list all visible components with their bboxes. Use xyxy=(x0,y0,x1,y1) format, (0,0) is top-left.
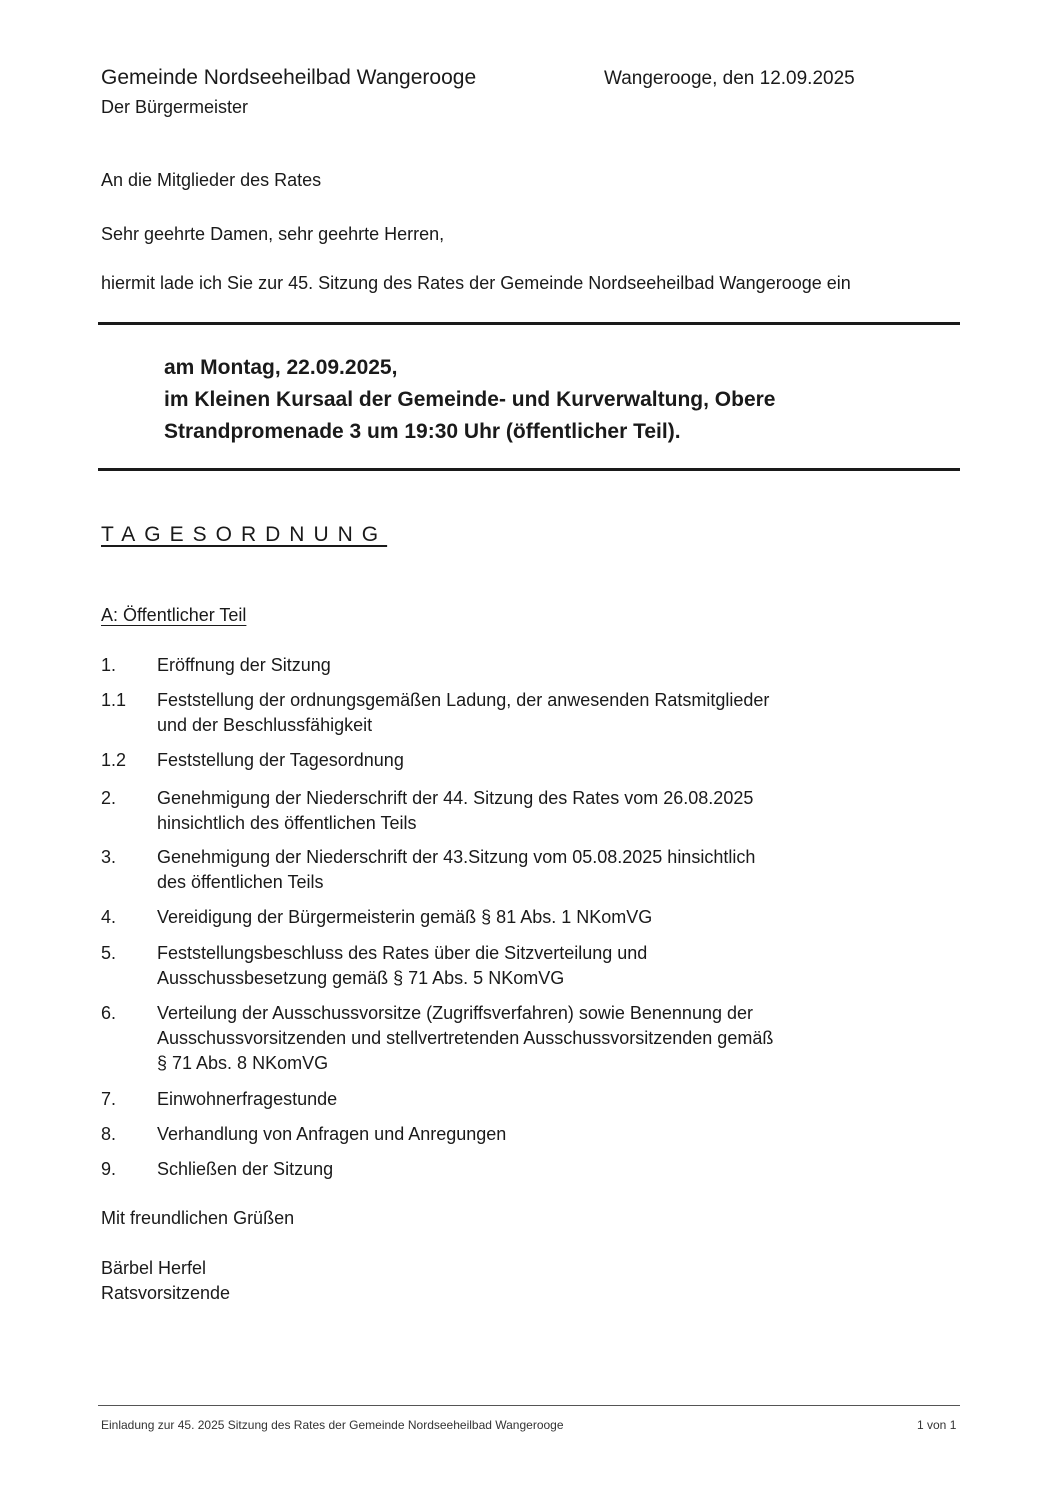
agenda-item-text xyxy=(157,748,817,773)
agenda-item-text xyxy=(157,845,817,895)
agenda-section-public: A: Öffentlicher Teil xyxy=(101,605,247,625)
place-date: Wangerooge, den 12.09.2025 xyxy=(604,68,855,89)
salutation: Sehr geehrte Damen, sehr geehrte Herren, xyxy=(101,224,445,244)
footer-page-number: 1 von 1 xyxy=(917,1418,957,1432)
agenda-item-text xyxy=(157,1001,817,1076)
agenda-item-text xyxy=(157,653,817,678)
agenda-item-line: Einwohnerfragestunde xyxy=(157,1089,338,1109)
meeting-box-bottom-rule xyxy=(98,468,960,471)
agenda-item-text xyxy=(157,688,817,738)
agenda-item-text xyxy=(157,1122,817,1147)
meeting-box-top-rule xyxy=(98,322,960,325)
agenda-item-line: Feststellung der ordnungsgemäßen Ladung, der anwesenden Ratsmitglieder xyxy=(157,690,770,710)
agenda-item-line: § 71 Abs. 8 NKomVG xyxy=(157,1053,329,1073)
organization-name: Gemeinde Nordseeheilbad Wangerooge xyxy=(101,66,477,89)
agenda-item-line: Genehmigung der Niederschrift der 44. Sitzung des Rates vom 26.08.2025 xyxy=(157,788,754,808)
agenda-item-line: Ausschussvorsitzenden und stellvertretenden Ausschussvorsitzenden gemäß xyxy=(157,1028,774,1048)
agenda-item-text xyxy=(157,941,817,991)
closing-greeting: Mit freundlichen Grüßen xyxy=(101,1208,295,1228)
agenda-item-line: Feststellung der Tagesordnung xyxy=(157,750,404,770)
signature-block xyxy=(101,1256,230,1306)
agenda-item-line: Ausschussbesetzung gemäß § 71 Abs. 5 NKomVG xyxy=(157,968,565,988)
agenda-item-line: Eröffnung der Sitzung xyxy=(157,655,331,675)
agenda-item-line: Schließen der Sitzung xyxy=(157,1159,334,1179)
agenda-item-number: 1. xyxy=(101,655,117,675)
agenda-item-number: 9. xyxy=(101,1159,117,1179)
agenda-item-number: 1.1 xyxy=(101,690,127,710)
agenda-item-number: 6. xyxy=(101,1003,117,1023)
agenda-item-number: 8. xyxy=(101,1124,117,1144)
office-name: Der Bürgermeister xyxy=(101,97,249,117)
meeting-details xyxy=(164,352,775,448)
agenda-item-line: und der Beschlussfähigkeit xyxy=(157,715,373,735)
agenda-item-line: hinsichtlich des öffentlichen Teils xyxy=(157,813,417,833)
agenda-item-line: des öffentlichen Teils xyxy=(157,872,324,892)
meeting-time-line: Strandpromenade 3 um 19:30 Uhr (öffentlicher Teil). xyxy=(164,420,681,443)
agenda-title: TAGESORDNUNG xyxy=(101,523,388,546)
agenda-item-line: Verhandlung von Anfragen und Anregungen xyxy=(157,1124,507,1144)
meeting-date-line: am Montag, 22.09.2025, xyxy=(164,356,398,379)
agenda-item-number: 2. xyxy=(101,788,117,808)
footer-document-title: Einladung zur 45. 2025 Sitzung des Rates der Gemeinde Nordseeheilbad Wangerooge xyxy=(101,1418,564,1432)
agenda-item-line: Feststellungsbeschluss des Rates über die Sitzverteilung und xyxy=(157,943,648,963)
signer-name: Bärbel Herfel xyxy=(101,1258,207,1278)
agenda-item-number: 1.2 xyxy=(101,750,127,770)
agenda-item-line: Vereidigung der Bürgermeisterin gemäß § 81 Abs. 1 NKomVG xyxy=(157,907,653,927)
signer-role: Ratsvorsitzende xyxy=(101,1283,231,1303)
meeting-location-line: im Kleinen Kursaal der Gemeinde- und Kurverwaltung, Obere xyxy=(164,388,776,411)
agenda-item-number: 4. xyxy=(101,907,117,927)
agenda-item-number: 7. xyxy=(101,1089,117,1109)
agenda-item-text xyxy=(157,1087,817,1112)
recipients-line: An die Mitglieder des Rates xyxy=(101,170,322,190)
invitation-intro: hiermit lade ich Sie zur 45. Sitzung des Rates der Gemeinde Nordseeheilbad Wangerooge ein xyxy=(101,273,851,293)
agenda-item-text xyxy=(157,786,817,836)
agenda-item-text xyxy=(157,905,817,930)
agenda-item-text xyxy=(157,1157,817,1182)
agenda-item-line: Genehmigung der Niederschrift der 43.Sitzung vom 05.08.2025 hinsichtlich xyxy=(157,847,756,867)
agenda-item-number: 3. xyxy=(101,847,117,867)
agenda-item-number: 5. xyxy=(101,943,117,963)
footer-rule xyxy=(98,1405,960,1406)
agenda-item-line: Verteilung der Ausschussvorsitze (Zugriffsverfahren) sowie Benennung der xyxy=(157,1003,753,1023)
